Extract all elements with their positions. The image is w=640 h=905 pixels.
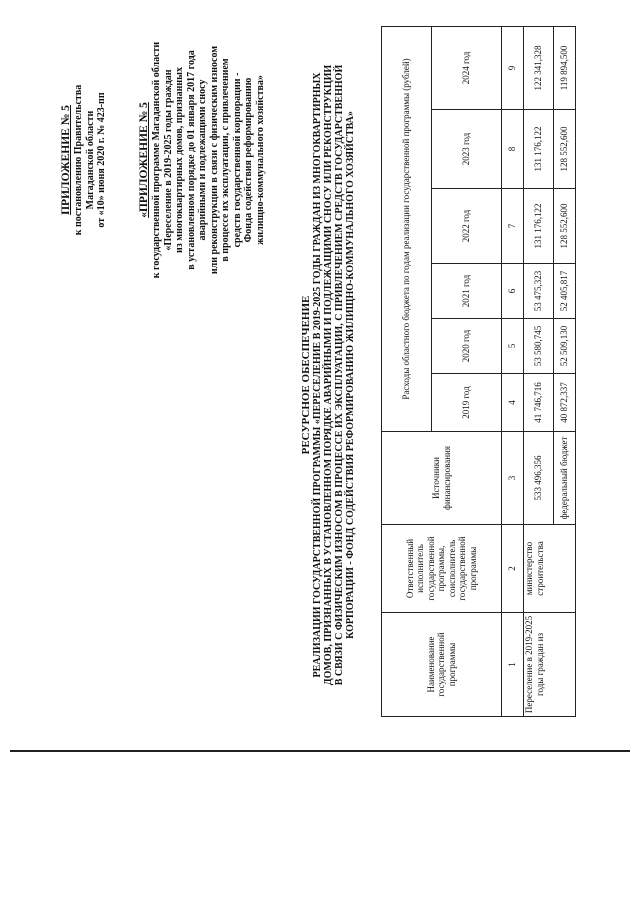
appendix-prog-line: в процессе их эксплуатации, с привлечением [220, 58, 231, 262]
header-source: Источники финансирования [382, 432, 502, 525]
header-year: 2020 год [432, 319, 502, 374]
column-number: 7 [502, 189, 524, 264]
appendix-gov-number: ПРИЛОЖЕНИЕ № 5 [60, 105, 72, 215]
budget-table-wrap [381, 27, 577, 717]
value-cell: 52 509,130 [554, 319, 576, 374]
appendix-prog-line: «Переселение в 2019-2025 годы граждан [162, 69, 174, 251]
budget-table [381, 26, 576, 717]
title-line: ДОМОВ, ПРИЗНАННЫХ В УСТАНОВЛЕННОМ ПОРЯДКЕ АВАРИЙНЫМИ И ПОДЛЕЖАЩИМИ СНОСУ ИЛИ РЕКОНСТРУКЦИИ [323, 64, 334, 686]
appendix-prog-line: Фонда содействия реформированию [243, 77, 254, 243]
executor-cell: министерство строительства [524, 525, 576, 613]
column-number: 9 [502, 26, 524, 109]
header-program-name: Наименование государственной программы [382, 613, 502, 717]
appendix-prog-line: средств государственной корпорации - [231, 72, 243, 248]
appendix-prog-line: жилищно-коммунального хозяйства» [254, 75, 266, 245]
appendix-gov-block [60, 60, 108, 260]
value-cell: 40 872,337 [554, 374, 576, 432]
value-cell: 131 176,122 [524, 189, 554, 264]
column-number: 6 [502, 264, 524, 319]
header-year: 2024 год [432, 26, 502, 109]
document-title [300, 35, 356, 715]
appendix-prog-line: аварийными и подлежащими сносу [197, 79, 208, 241]
value-cell: 119 894,500 [554, 26, 576, 109]
page-divider [10, 750, 630, 752]
appendix-gov-line: к постановлению Правительства [73, 84, 84, 236]
program-name-cell: Переселение в 2019-2025 годы граждан из [524, 613, 576, 717]
title-heading: РЕСУРСНОЕ ОБЕСПЕЧЕНИЕ [300, 295, 312, 455]
appendix-prog-number: «ПРИЛОЖЕНИЕ № 5 [138, 102, 150, 218]
appendix-gov-date: от «10» июня 2020 г. № 423-пп [96, 92, 107, 228]
value-cell: 41 746,716 [524, 374, 554, 432]
header-year: 2022 год [432, 189, 502, 264]
value-cell: 131 176,122 [524, 110, 554, 189]
header-executor: Ответственный исполнитель государственной программы, соисполнитель государственной программы [382, 525, 502, 613]
column-number: 3 [502, 432, 524, 525]
appendix-prog-line: или реконструкции в связи с физическим износом [208, 45, 220, 275]
appendix-prog-block [138, 15, 266, 305]
title-line: КОРПОРАЦИИ - ФОНД СОДЕЙСТВИЯ РЕФОРМИРОВАНИЮ ЖИЛИЩНО-КОММУНАЛЬНОГО ХОЗЯЙСТВА» [345, 111, 356, 639]
column-number: 4 [502, 374, 524, 432]
appendix-prog-line: из многоквартирных домов, признанных [174, 67, 185, 253]
header-year: 2023 год [432, 110, 502, 189]
appendix-prog-line: к государственной программе Магаданской области [151, 41, 162, 279]
source-cell: федеральный бюджет [554, 432, 576, 525]
header-year: 2021 год [432, 264, 502, 319]
value-cell: 53 580,745 [524, 319, 554, 374]
table-row [524, 26, 554, 716]
source-cell: 533 496,356 [524, 432, 554, 525]
header-expenses: Расходы областного бюджета по годам реализации государственной программы (рублей) [382, 26, 432, 431]
title-line: РЕАЛИЗАЦИИ ГОСУДАРСТВЕННОЙ ПРОГРАММЫ «ПЕРЕСЕЛЕНИЕ В 2019-2025 ГОДЫ ГРАЖДАН ИЗ МНОГОКВАРТИРНЫХ [312, 72, 323, 678]
column-number: 2 [502, 525, 524, 613]
column-number: 5 [502, 319, 524, 374]
value-cell: 128 552,600 [554, 110, 576, 189]
value-cell: 122 341,328 [524, 26, 554, 109]
title-line: В СВЯЗИ С ФИЗИЧЕСКИМ ИЗНОСОМ В ПРОЦЕССЕ ИХ ЭКСПЛУАТАЦИИ, С ПРИВЛЕЧЕНИЕМ СРЕДСТВ ГОСУДАРСТВЕННОЙ [334, 64, 345, 686]
value-cell: 53 475,323 [524, 264, 554, 319]
column-number: 1 [502, 613, 524, 717]
value-cell: 52 405,817 [554, 264, 576, 319]
appendix-prog-line: в установленном порядке до 01 января 2017 года [185, 50, 197, 270]
appendix-gov-line: Магаданской области [84, 110, 96, 210]
column-number: 8 [502, 110, 524, 189]
header-year: 2019 год [432, 374, 502, 432]
value-cell: 128 552,600 [554, 189, 576, 264]
